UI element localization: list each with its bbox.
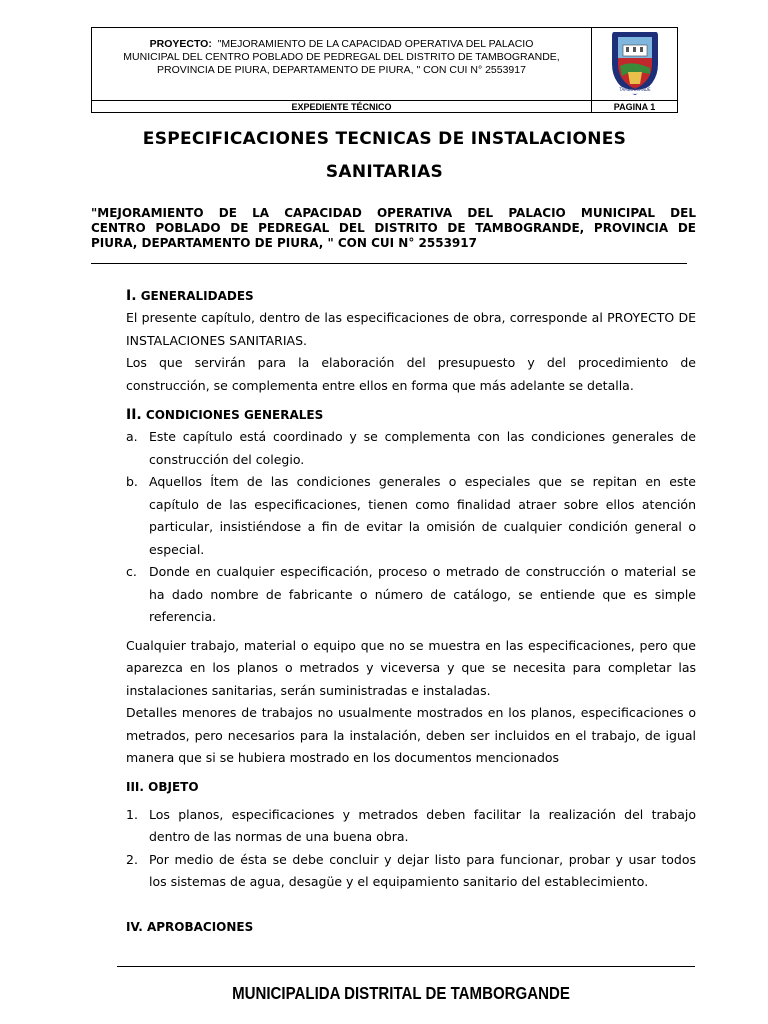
document-body [126,285,696,938]
subtitle-line: PIURA, DEPARTAMENTO DE PIURA, " CON CUI N° 2553917 [91,236,477,250]
page-number: PAGINA 1 [613,102,656,112]
separator-line [91,263,687,264]
footer-text: MUNICIPALIDA DISTRITAL DE TAMBORGANDE [232,983,570,1003]
list-item: b. Aquellos Ítem de las condiciones generales o especiales que se repitan en este capítulo de las especificaciones, tienen como finalidad atraer sobre ellos atención particular, insistiéndose a fin de evitar la omisión de cualquier condición general o especial. [126,474,696,557]
project-text: "MEJORAMIENTO DE LA CAPACIDAD OPERATIVA DEL PALACIO MUNICIPAL DEL CENTRO POBLADO DE PEDREGAL DEL DISTRITO DE TAMBOGRANDE, PROVINCIA DE PIURA, DEPARTAMENTO DE PIURA, " CON CUI N° 2553917 [123,38,560,76]
coat-of-arms-icon [592,28,677,100]
document-title-line-2: SANITARIAS [325,162,444,182]
list-item: 1. Los planos, especificaciones y metrados deben facilitar la realización del trabajo dentro de las normas de una buena obra. [126,806,696,844]
header-table [91,27,678,113]
list-item: a. Este capítulo está coordinado y se complementa con las condiciones generales de construcción del colegio. [126,429,696,467]
subtitle-line: "MEJORAMIENTO DE LA CAPACIDAD OPERATIVA DEL PALACIO MUNICIPAL DEL [91,206,696,220]
document-title-line-1: ESPECIFICACIONES TECNICAS DE INSTALACIONES [142,129,627,149]
paragraph: Los que servirán para la elaboración del presupuesto y del procedimiento de construcción, se complementa entre ellos en forma que más adelante se detalla. [126,355,696,393]
paragraph: Cualquier trabajo, material o equipo que no se muestra en las especificaciones, pero que aparezca en los planos o metrados y viceversa y que se necesita para completar las instalaciones sanitarias, serán suministradas e instaladas. [126,637,696,698]
section-heading-aprobaciones: IV. APROBACIONES [126,919,254,934]
svg-text:TAMBOGRANDE: TAMBOGRANDE [619,87,651,92]
project-cell [92,28,592,100]
header-second-row [92,100,677,113]
project-label: PROYECTO: [149,38,212,50]
municipal-logo [592,28,677,100]
subtitle-line: CENTRO POBLADO DE PEDREGAL DEL DISTRITO DE TAMBOGRANDE, PROVINCIA DE [91,221,696,235]
paragraph: El presente capítulo, dentro de las especificaciones de obra, corresponde al PROYECTO DE INSTALACIONES SANITARIAS. [126,310,696,348]
expediente-label: EXPEDIENTE TÉCNICO [92,101,592,113]
section-heading-generalidades: I. GENERALIDADES [126,288,254,304]
section-heading-objeto: III. OBJETO [126,779,199,794]
section-heading-condiciones: II. CONDICIONES GENERALES [126,407,324,423]
project-subtitle [91,206,696,251]
list-item: 2. Por medio de ésta se debe concluir y dejar listo para funcionar, probar y usar todos los sistemas de agua, desagüe y el equipamiento sanitario del establecimiento. [126,851,696,889]
list-item: c. Donde en cualquier especificación, proceso o metrado de construcción o material se ha dado nombre de fabricante o número de catálogo, se entiende que es simple referencia. [126,564,696,624]
footer-line [117,966,695,967]
paragraph: Detalles menores de trabajos no usualmente mostrados en los planos, especificaciones o metrados, pero necesarios para la instalación, deben ser incluidos en el trabajo, de igual manera que si se hubiera mostrado en los documentos mencionados [126,705,696,765]
